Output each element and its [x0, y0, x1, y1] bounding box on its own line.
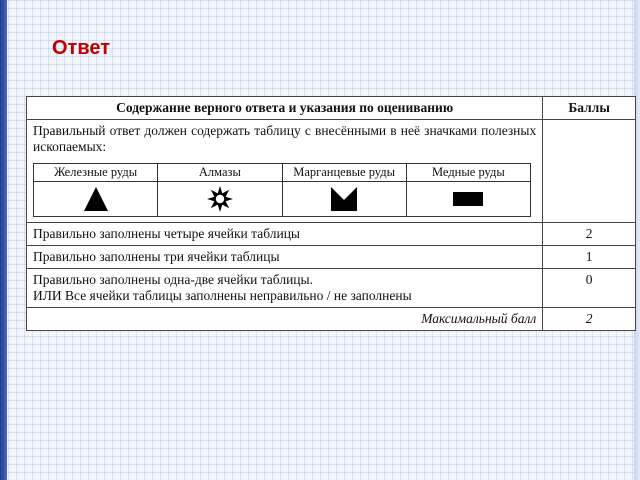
answer-cell: [27, 120, 543, 223]
answer-row: [27, 120, 636, 223]
answer-table: [26, 96, 636, 331]
score-row-1-2-cells: [27, 269, 636, 308]
horizontal-rectangle-icon: [453, 191, 483, 207]
slide-title: Ответ: [52, 37, 111, 59]
score-points: 2: [543, 223, 636, 246]
score-criterion: Правильно заполнены три ячейки таблицы: [27, 246, 543, 269]
max-score-label: Максимальный балл: [27, 308, 543, 331]
mineral-name-diamonds: Алмазы: [158, 164, 282, 182]
score-row-3-cells: [27, 246, 636, 269]
max-score-points: 2: [543, 308, 636, 331]
minerals-table: [33, 163, 531, 217]
minerals-icons-row: [34, 182, 531, 217]
score-points: 0: [543, 269, 636, 308]
mineral-icon-cell-manganese: [282, 182, 406, 217]
header-row: [27, 97, 636, 120]
score-points: 1: [543, 246, 636, 269]
max-score-row: [27, 308, 636, 331]
score-criterion-line-1: Правильно заполнены одна-две ячейки таблицы.: [33, 272, 313, 287]
minerals-names-row: [34, 164, 531, 182]
left-accent-bar: [0, 0, 7, 480]
score-criterion: [27, 269, 543, 308]
triangle-icon: [83, 186, 109, 212]
mineral-name-iron: Железные руды: [34, 164, 158, 182]
star-burst-icon: [207, 186, 233, 212]
notched-square-icon: [330, 186, 358, 212]
mineral-name-manganese: Марганцевые руды: [282, 164, 406, 182]
score-criterion-line-2: ИЛИ Все ячейки таблицы заполнены неправильно / не заполнены: [33, 288, 412, 303]
score-row-4-cells: [27, 223, 636, 246]
intro-text: Правильный ответ должен содержать таблицу с внесёнными в неё значками полезных ископаемых:: [33, 123, 537, 154]
header-content: Содержание верного ответа и указания по оцениванию: [27, 97, 543, 120]
mineral-icon-cell-iron: [34, 182, 158, 217]
header-points: Баллы: [543, 97, 636, 120]
mineral-icon-cell-diamonds: [158, 182, 282, 217]
score-criterion: Правильно заполнены четыре ячейки таблицы: [27, 223, 543, 246]
mineral-icon-cell-copper: [406, 182, 530, 217]
mineral-name-copper: Медные руды: [406, 164, 530, 182]
answer-points-cell: [543, 120, 636, 223]
